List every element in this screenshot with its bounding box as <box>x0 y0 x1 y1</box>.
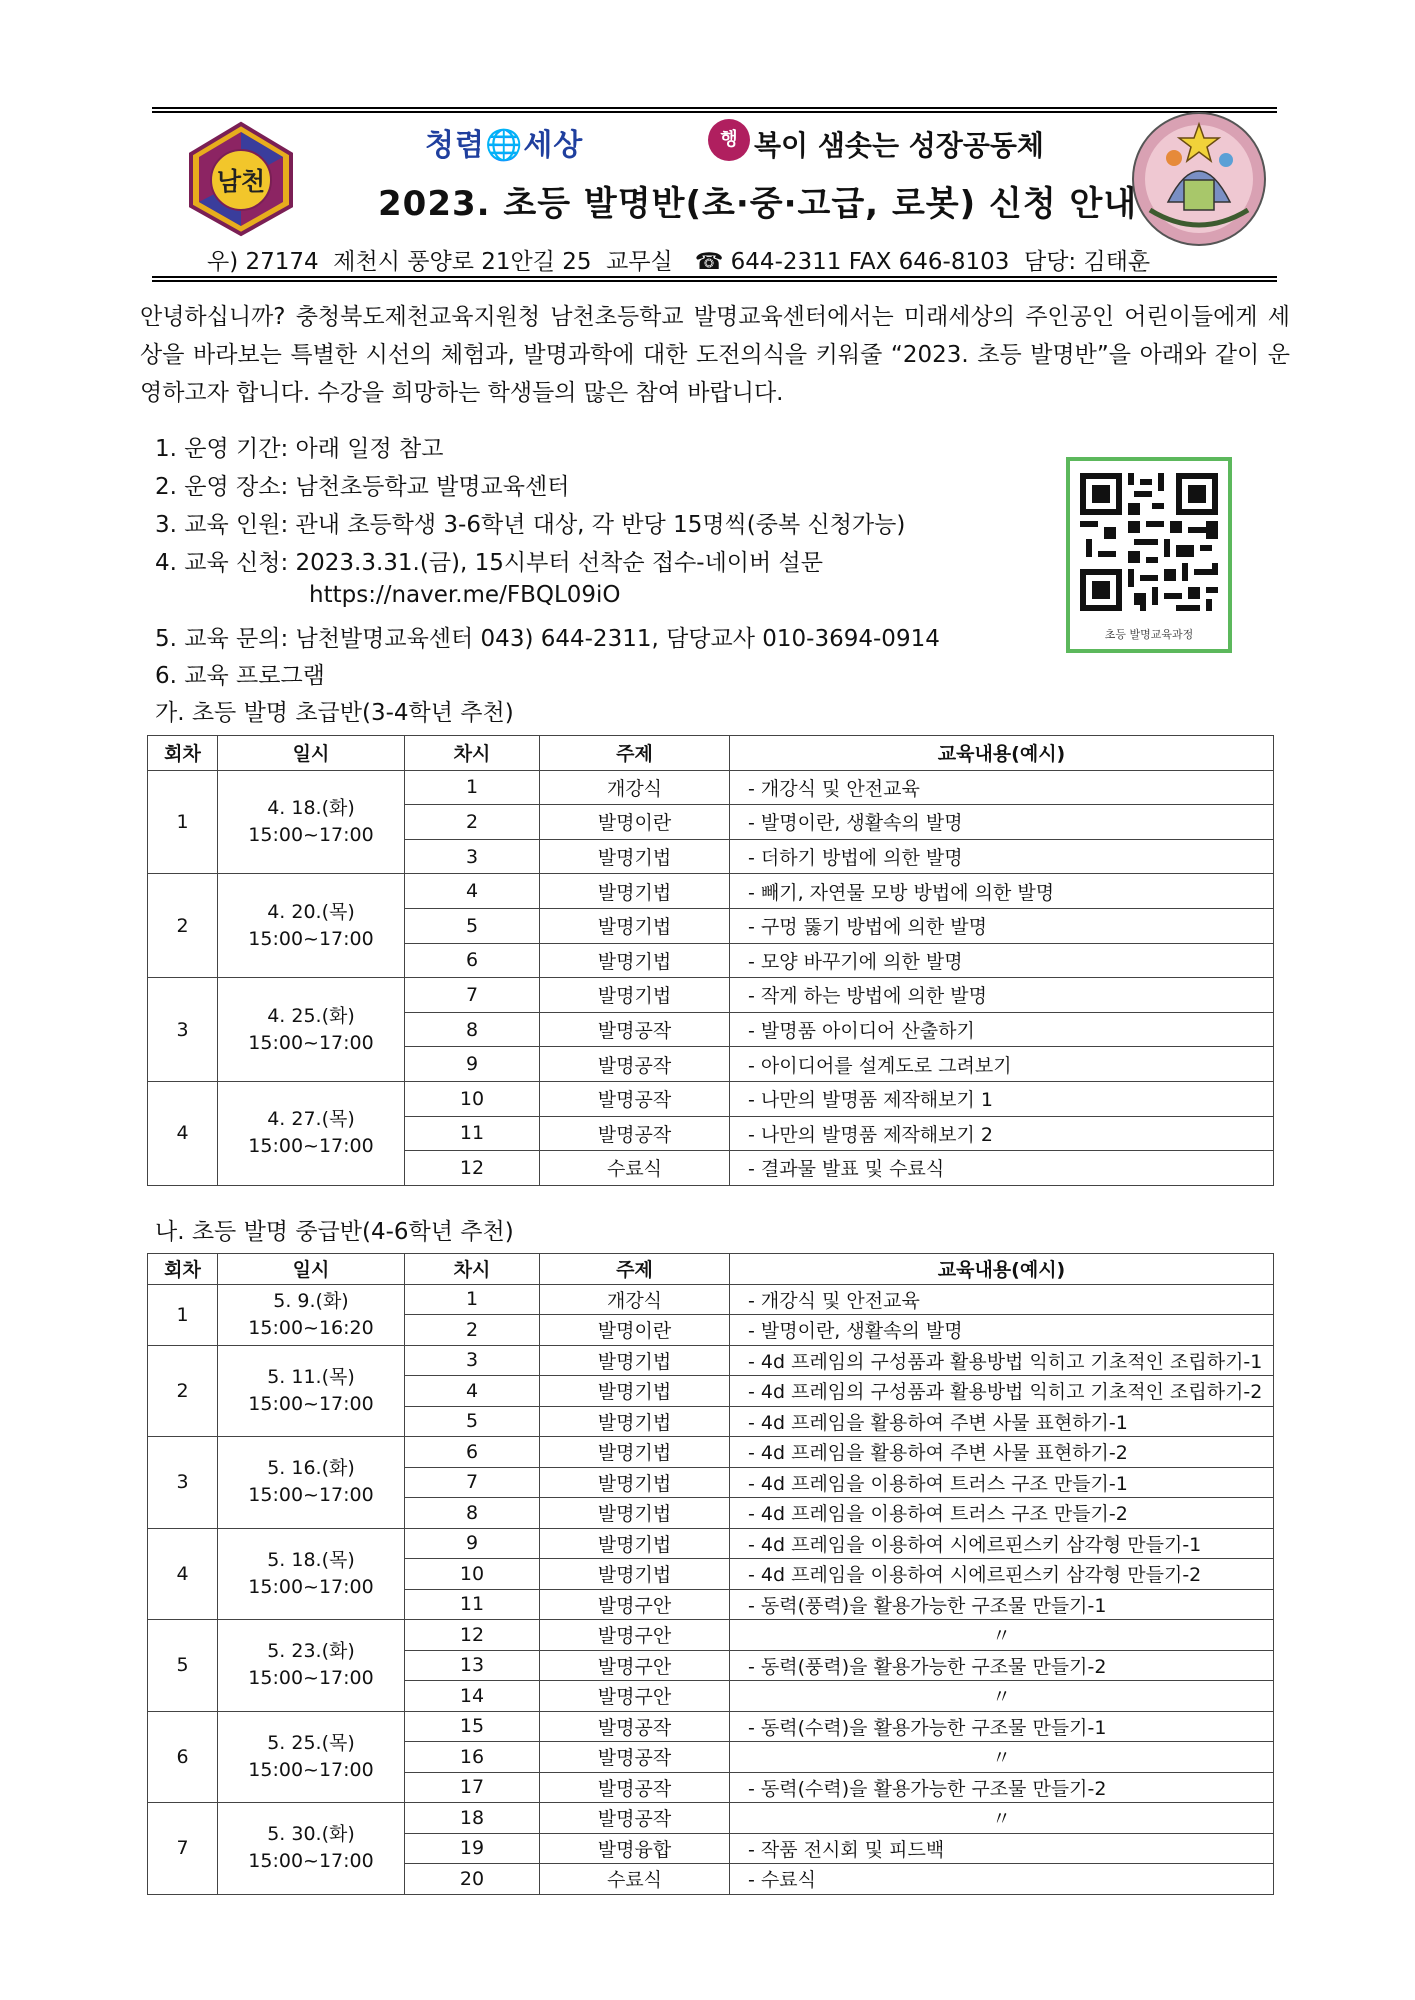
session-number: 5 <box>148 1620 218 1712</box>
session-date-cell <box>218 1711 405 1803</box>
topic-cell: 발명공작 <box>540 1803 730 1834</box>
contact-info: 우) 27174 제천시 풍양로 21안길 25 교무실 ☎ 644-2311 FAX 646-8103 담당: 김태훈 <box>207 249 1151 275</box>
session-date-cell <box>218 1284 405 1345</box>
table-row <box>148 1803 1274 1834</box>
topic-cell: 발명기법 <box>540 1345 730 1376</box>
content-cell: - 4d 프레임의 구성품과 활용방법 익히고 기초적인 조립하기-1 <box>730 1345 1274 1376</box>
period-number: 15 <box>405 1711 540 1742</box>
session-date: 5. 16.(화) <box>267 1457 355 1480</box>
content-cell: - 작품 전시회 및 피드백 <box>730 1833 1274 1864</box>
page-title: 2023. 초등 발명반(초·중·고급, 로봇) 신청 안내 <box>378 184 1138 224</box>
topic-cell: 발명공작 <box>540 1742 730 1773</box>
period-number: 8 <box>405 1498 540 1529</box>
school-logo <box>185 120 297 238</box>
session-date-cell <box>218 1620 405 1712</box>
period-number: 5 <box>405 1406 540 1437</box>
period-number: 7 <box>405 978 540 1013</box>
topic-cell: 개강식 <box>540 1284 730 1315</box>
topic-cell: 발명공작 <box>540 1711 730 1742</box>
session-date: 5. 18.(목) <box>267 1548 355 1571</box>
period-number: 10 <box>405 1081 540 1116</box>
table-row <box>148 770 1274 805</box>
period-number: 14 <box>405 1681 540 1712</box>
period-number: 3 <box>405 839 540 874</box>
content-cell: - 4d 프레임을 이용하여 시에르핀스키 삼각형 만들기-1 <box>730 1528 1274 1559</box>
session-time: 15:00~17:00 <box>248 1850 374 1873</box>
topic-cell: 발명기법 <box>540 839 730 874</box>
session-date-cell <box>218 1803 405 1895</box>
content-cell: - 모양 바꾸기에 의한 발명 <box>730 943 1274 978</box>
session-date-cell <box>218 770 405 874</box>
topic-cell: 발명기법 <box>540 908 730 943</box>
topic-cell: 발명공작 <box>540 1116 730 1151</box>
header-top-rule <box>152 107 1277 109</box>
content-cell: - 동력(풍력)을 활용가능한 구조물 만들기-2 <box>730 1650 1274 1681</box>
content-cell: - 4d 프레임을 이용하여 시에르핀스키 삼각형 만들기-2 <box>730 1559 1274 1590</box>
topic-cell: 발명기법 <box>540 874 730 909</box>
content-cell: - 결과물 발표 및 수료식 <box>730 1151 1274 1186</box>
topic-cell: 발명기법 <box>540 1376 730 1407</box>
topic-cell: 발명공작 <box>540 1047 730 1082</box>
session-date: 5. 11.(목) <box>267 1365 355 1388</box>
topic-cell: 발명이란 <box>540 805 730 840</box>
item-inquiry: 5. 교육 문의: 남천발명교육센터 043) 644-2311, 담당교사 010-3694-0914 <box>155 626 940 652</box>
session-number: 4 <box>148 1528 218 1620</box>
session-number: 1 <box>148 770 218 874</box>
haeng-badge: 행 <box>708 119 750 161</box>
period-number: 4 <box>405 1376 540 1407</box>
header-bottom-rule-inner <box>152 280 1277 282</box>
header-top-rule-inner <box>152 111 1277 113</box>
session-time: 15:00~17:00 <box>248 1484 374 1507</box>
session-date: 5. 9.(화) <box>273 1289 349 1312</box>
session-date-cell <box>218 978 405 1082</box>
topic-cell: 발명기법 <box>540 1406 730 1437</box>
topic-cell: 수료식 <box>540 1864 730 1895</box>
period-number: 19 <box>405 1833 540 1864</box>
session-date: 4. 18.(화) <box>267 796 355 819</box>
table-row <box>148 1081 1274 1116</box>
period-number: 5 <box>405 908 540 943</box>
content-cell: - 4d 프레임을 활용하여 주변 사물 표현하기-2 <box>730 1437 1274 1468</box>
session-date: 4. 25.(화) <box>267 1004 355 1027</box>
period-number: 2 <box>405 805 540 840</box>
topic-cell: 발명공작 <box>540 1772 730 1803</box>
table-row <box>148 1284 1274 1315</box>
session-date: 5. 25.(목) <box>267 1731 355 1754</box>
period-number: 13 <box>405 1650 540 1681</box>
period-number: 11 <box>405 1116 540 1151</box>
period-number: 6 <box>405 943 540 978</box>
item-program: 6. 교육 프로그램 <box>155 663 325 689</box>
topic-cell: 발명공작 <box>540 1081 730 1116</box>
content-cell: - 동력(수력)을 활용가능한 구조물 만들기-2 <box>730 1772 1274 1803</box>
session-date-cell <box>218 1528 405 1620</box>
topic-cell: 발명구안 <box>540 1681 730 1712</box>
table-header-row <box>148 1254 1274 1285</box>
column-header-period: 차시 <box>405 1254 540 1285</box>
period-number: 18 <box>405 1803 540 1834</box>
item-period: 1. 운영 기간: 아래 일정 참고 <box>155 436 444 462</box>
qr-code-box[interactable] <box>1066 457 1232 653</box>
table-row <box>148 1711 1274 1742</box>
table-row <box>148 874 1274 909</box>
session-number: 3 <box>148 1437 218 1529</box>
period-number: 11 <box>405 1589 540 1620</box>
content-cell: 〃 <box>730 1681 1274 1712</box>
session-date: 4. 27.(목) <box>267 1108 355 1131</box>
period-number: 12 <box>405 1151 540 1186</box>
content-cell: - 4d 프레임을 이용하여 트러스 구조 만들기-2 <box>730 1498 1274 1529</box>
session-time: 15:00~16:20 <box>248 1316 374 1339</box>
session-number: 3 <box>148 978 218 1082</box>
session-time: 15:00~17:00 <box>248 1575 374 1598</box>
period-number: 16 <box>405 1742 540 1773</box>
slogan: 청렴🌐세상 <box>425 128 584 163</box>
emblem-illustration <box>1130 110 1268 248</box>
session-date: 4. 20.(목) <box>267 900 355 923</box>
table-header-row <box>148 736 1274 771</box>
topic-cell: 발명기법 <box>540 1528 730 1559</box>
item-personnel: 3. 교육 인원: 관내 초등학생 3-6학년 대상, 각 반당 15명씩(중복 신청가능) <box>155 512 906 538</box>
table-row <box>148 1437 1274 1468</box>
content-cell: - 4d 프레임을 활용하여 주변 사물 표현하기-1 <box>730 1406 1274 1437</box>
period-number: 12 <box>405 1620 540 1651</box>
column-header-session: 회차 <box>148 736 218 771</box>
period-number: 1 <box>405 1284 540 1315</box>
apply-url-link[interactable]: https://naver.me/FBQL09iO <box>309 582 621 608</box>
session-date-cell <box>218 874 405 978</box>
content-cell: - 나만의 발명품 제작해보기 2 <box>730 1116 1274 1151</box>
item-apply: 4. 교육 신청: 2023.3.31.(금), 15시부터 선착순 접수-네이버 설문 <box>155 550 823 576</box>
session-time: 15:00~17:00 <box>248 1758 374 1781</box>
content-cell: - 4d 프레임의 구성품과 활용방법 익히고 기초적인 조립하기-2 <box>730 1376 1274 1407</box>
content-cell: - 발명품 아이디어 산출하기 <box>730 1012 1274 1047</box>
session-time: 15:00~17:00 <box>248 823 374 846</box>
session-number: 2 <box>148 874 218 978</box>
session-date: 5. 23.(화) <box>267 1640 355 1663</box>
intermediate-heading: 나. 초등 발명 중급반(4-6학년 추천) <box>155 1219 514 1245</box>
content-cell: - 개강식 및 안전교육 <box>730 1284 1274 1315</box>
content-cell: - 동력(풍력)을 활용가능한 구조물 만들기-1 <box>730 1589 1274 1620</box>
qr-code-icon <box>1074 467 1224 617</box>
content-cell: - 개강식 및 안전교육 <box>730 770 1274 805</box>
session-date-cell <box>218 1437 405 1529</box>
session-number: 7 <box>148 1803 218 1895</box>
column-header-content: 교육내용(예시) <box>730 1254 1274 1285</box>
content-cell: - 작게 하는 방법에 의한 발명 <box>730 978 1274 1013</box>
topic-cell: 발명기법 <box>540 1437 730 1468</box>
period-number: 8 <box>405 1012 540 1047</box>
column-header-date: 일시 <box>218 1254 405 1285</box>
session-date: 5. 30.(화) <box>267 1823 355 1846</box>
period-number: 10 <box>405 1559 540 1590</box>
table-row <box>148 1528 1274 1559</box>
period-number: 7 <box>405 1467 540 1498</box>
content-cell: - 4d 프레임을 이용하여 트러스 구조 만들기-1 <box>730 1467 1274 1498</box>
topic-cell: 발명기법 <box>540 1498 730 1529</box>
topic-cell: 발명구안 <box>540 1589 730 1620</box>
table-row <box>148 1620 1274 1651</box>
session-time: 15:00~17:00 <box>248 927 374 950</box>
table-row <box>148 1345 1274 1376</box>
content-cell: - 발명이란, 생활속의 발명 <box>730 1315 1274 1346</box>
session-number: 4 <box>148 1081 218 1185</box>
column-header-period: 차시 <box>405 736 540 771</box>
column-header-session: 회차 <box>148 1254 218 1285</box>
session-date-cell <box>218 1081 405 1185</box>
content-cell: - 아이디어를 설계도로 그려보기 <box>730 1047 1274 1082</box>
topic-cell: 발명이란 <box>540 1315 730 1346</box>
content-cell: 〃 <box>730 1742 1274 1773</box>
content-cell: - 빼기, 자연물 모방 방법에 의한 발명 <box>730 874 1274 909</box>
session-time: 15:00~17:00 <box>248 1135 374 1158</box>
beginner-heading: 가. 초등 발명 초급반(3-4학년 추천) <box>155 700 514 726</box>
topic-cell: 발명융합 <box>540 1833 730 1864</box>
content-cell: - 구멍 뚫기 방법에 의한 발명 <box>730 908 1274 943</box>
session-time: 15:00~17:00 <box>248 1392 374 1415</box>
period-number: 2 <box>405 1315 540 1346</box>
item-place: 2. 운영 장소: 남천초등학교 발명교육센터 <box>155 474 570 500</box>
period-number: 20 <box>405 1864 540 1895</box>
topic-cell: 발명공작 <box>540 1012 730 1047</box>
session-number: 1 <box>148 1284 218 1345</box>
content-cell: - 나만의 발명품 제작해보기 1 <box>730 1081 1274 1116</box>
period-number: 1 <box>405 770 540 805</box>
topic-cell: 개강식 <box>540 770 730 805</box>
beginner-schedule-table <box>147 735 1274 1186</box>
header-bottom-rule <box>152 276 1277 278</box>
topic-cell: 발명구안 <box>540 1620 730 1651</box>
session-time: 15:00~17:00 <box>248 1031 374 1054</box>
period-number: 4 <box>405 874 540 909</box>
content-cell: - 더하기 방법에 의한 발명 <box>730 839 1274 874</box>
content-cell: - 발명이란, 생활속의 발명 <box>730 805 1274 840</box>
content-cell: - 동력(수력)을 활용가능한 구조물 만들기-1 <box>730 1711 1274 1742</box>
column-header-content: 교육내용(예시) <box>730 736 1274 771</box>
content-cell: 〃 <box>730 1803 1274 1834</box>
qr-caption: 초등 발명교육과정 <box>1104 628 1194 641</box>
column-header-date: 일시 <box>218 736 405 771</box>
intro-paragraph: 안녕하십니까? 충청북도제천교육지원청 남천초등학교 발명교육센터에서는 미래세상의 주인공인 어린이들에게 세상을 바라보는 특별한 시선의 체험과, 발명과학에 대한 도전의식을 키워줄 “2023. 초등 발명반”을 아래와 같이 운영하고자 합니다. 수강을 희망하는 학생들의 많은 참여 바랍니다. <box>140 304 1290 406</box>
school-logo-text: 남천 <box>216 167 266 196</box>
session-date-cell <box>218 1345 405 1437</box>
table-row <box>148 978 1274 1013</box>
intermediate-schedule-table <box>147 1253 1274 1895</box>
topic-cell: 발명구안 <box>540 1650 730 1681</box>
topic-cell: 발명기법 <box>540 1559 730 1590</box>
period-number: 17 <box>405 1772 540 1803</box>
content-cell: - 수료식 <box>730 1864 1274 1895</box>
session-time: 15:00~17:00 <box>248 1667 374 1690</box>
topic-cell: 발명기법 <box>540 943 730 978</box>
topic-cell: 수료식 <box>540 1151 730 1186</box>
content-cell: 〃 <box>730 1620 1274 1651</box>
session-number: 2 <box>148 1345 218 1437</box>
motto: 복이 샘솟는 성장공동체 <box>754 129 1044 162</box>
period-number: 3 <box>405 1345 540 1376</box>
column-header-topic: 주제 <box>540 1254 730 1285</box>
period-number: 9 <box>405 1528 540 1559</box>
period-number: 9 <box>405 1047 540 1082</box>
topic-cell: 발명기법 <box>540 1467 730 1498</box>
session-number: 6 <box>148 1711 218 1803</box>
column-header-topic: 주제 <box>540 736 730 771</box>
period-number: 6 <box>405 1437 540 1468</box>
topic-cell: 발명기법 <box>540 978 730 1013</box>
